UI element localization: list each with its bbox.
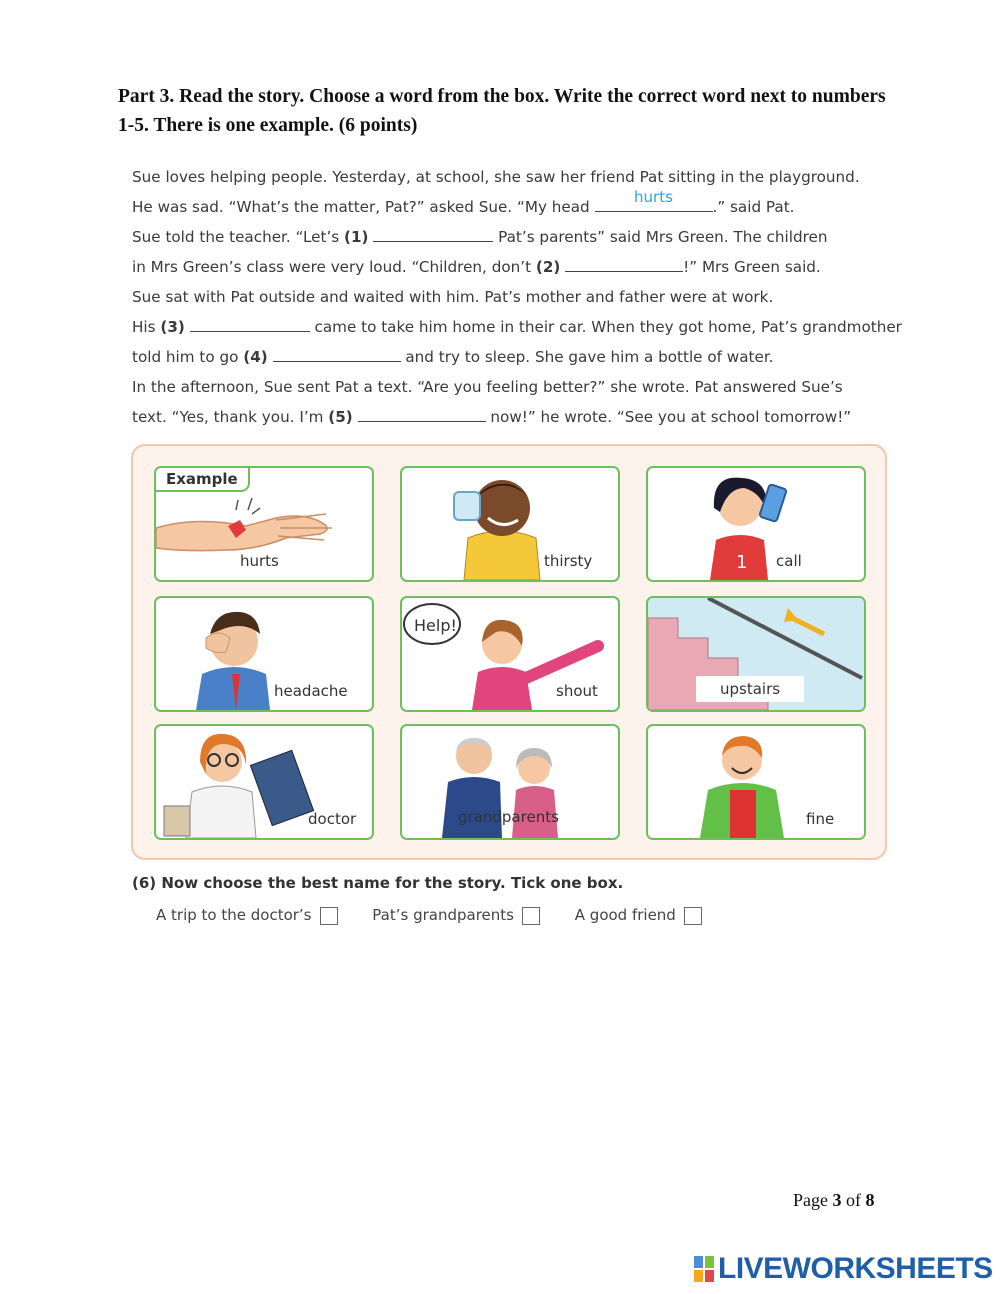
example-answer-blank [595, 188, 713, 212]
word-card-call [646, 466, 866, 582]
word-label: thirsty [544, 552, 593, 570]
question-6: (6) Now choose the best name for the story. Tick one box. [132, 874, 624, 892]
help-bubble-text: Help! [414, 616, 457, 635]
tick-box[interactable] [320, 907, 338, 925]
story-line: in Mrs Green’s class were very loud. “Children, don’t (2) !” Mrs Green said. [132, 254, 902, 284]
tick-box[interactable] [522, 907, 540, 925]
part-heading: Part 3. Read the story. Choose a word from the box. Write the correct word next to numbers 1-5. There is one example. (6 points) [118, 86, 886, 136]
question-number-3: (3) [160, 318, 185, 336]
story-line: He was sad. “What’s the matter, Pat?” asked Sue. “My head hurts .” said Pat. [132, 194, 902, 224]
question-number-2: (2) [535, 258, 561, 276]
page-number: Page 3 of 8 [793, 1190, 875, 1210]
answer-blank-1[interactable] [373, 224, 493, 242]
option-doctors-trip: A trip to the doctor’s [156, 906, 338, 925]
example-tag: Example [154, 466, 250, 492]
story-line: Sue sat with Pat outside and waited with him. Pat’s mother and father were at work. [132, 288, 774, 306]
story-line: Sue told the teacher. “Let’s (1) Pat’s parents” said Mrs Green. The children [132, 224, 902, 254]
question-number-5: (5) [328, 408, 353, 426]
story-line: His (3) came to take him home in their car. When they got home, Pat’s grandmother [132, 314, 902, 344]
option-good-friend: A good friend [575, 906, 702, 925]
answer-blank-4[interactable] [273, 344, 401, 362]
word-label: hurts [240, 552, 279, 570]
word-card-grandparents [400, 724, 620, 840]
option-grandparents: Pat’s grandparents [372, 906, 540, 925]
story-line: text. “Yes, thank you. I’m (5) now!” he wrote. “See you at school tomorrow!” [132, 404, 902, 434]
word-label: fine [806, 810, 835, 828]
answer-blank-2[interactable] [565, 254, 683, 272]
example-answer: hurts [634, 188, 673, 206]
word-label: shout [556, 682, 598, 700]
title-options [156, 906, 732, 925]
story-line: In the afternoon, Sue sent Pat a text. “Are you feeling better?” she wrote. Pat answered Sue’s [132, 378, 843, 396]
word-card-shout [400, 596, 620, 712]
word-label: call [776, 552, 802, 570]
word-card-upstairs [646, 596, 866, 712]
word-box [131, 444, 887, 860]
question-number-1: (1) [344, 228, 369, 246]
answer-blank-3[interactable] [190, 314, 310, 332]
svg-text:1: 1 [736, 552, 748, 573]
word-label: headache [274, 682, 348, 700]
word-label: grandparents [458, 808, 559, 826]
answer-blank-5[interactable] [358, 404, 486, 422]
word-card-headache [154, 596, 374, 712]
word-label: upstairs [720, 680, 781, 698]
tick-box[interactable] [684, 907, 702, 925]
word-card-thirsty [400, 466, 620, 582]
question-number-4: (4) [243, 348, 268, 366]
logo-icon [694, 1256, 714, 1282]
story-line: told him to go (4) and try to sleep. She gave him a bottle of water. [132, 344, 902, 374]
word-card-doctor [154, 724, 374, 840]
story-line: Sue loves helping people. Yesterday, at school, she saw her friend Pat sitting in the playground. [132, 168, 860, 186]
word-card-fine [646, 724, 866, 840]
story-text [132, 164, 902, 434]
liveworksheets-logo: LIVEWORKSHEETS [694, 1251, 993, 1287]
girl-phone-illustration [648, 468, 864, 580]
word-label: doctor [308, 810, 357, 828]
word-card-hurts [154, 466, 374, 582]
